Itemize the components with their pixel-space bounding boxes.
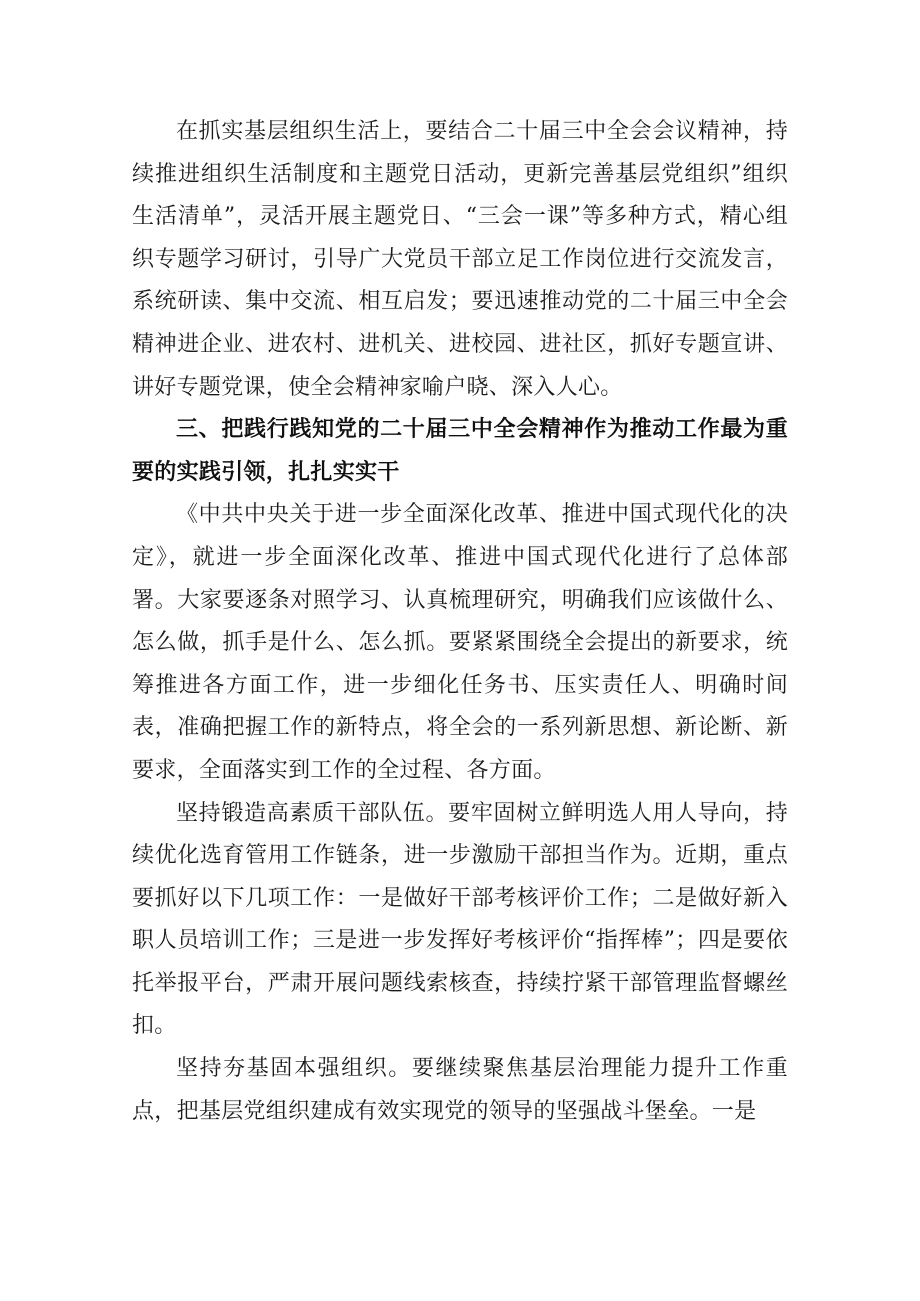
paragraph-strengthen-organization: 坚持夯基固本强组织。要继续聚焦基层治理能力提升工作重点，把基层党组织建成有效实现党的领导的坚强战斗堡垒。一是 [132, 1056, 788, 1124]
paragraph-cadre-team: 坚持锻造高素质干部队伍。要牢固树立鲜明选人用人导向，持续优化选育管用工作链条，进一步激励干部担当作为。近期，重点要抓好以下几项工作：一是做好干部考核评价工作；二是做好新入职人员培训工作；三是进一步发挥好考核评价“指挥棒”；四是要依托举报平台，严肃开展问题线索核查，持续拧紧干部管理监督螺丝扣。 [132, 800, 788, 1039]
section-heading-three: 三、把践行践知党的二十届三中全会精神作为推动工作最为重要的实践引领，扎扎实实干 [132, 417, 788, 485]
document-body [132, 111, 788, 1133]
paragraph-organization-life: 在抓实基层组织生活上，要结合二十届三中全会会议精神，持续推进组织生活制度和主题党日活动，更新完善基层党组织”组织生活清单”，灵活开展主题党日、“三会一课”等多种方式，精心组织专题学习研讨，引导广大党员干部立足工作岗位进行交流发言，系统研读、集中交流、相互启发；要迅速推动党的二十届三中全会精神进企业、进农村、进机关、进校园、进社区，抓好专题宣讲、讲好专题党课，使全会精神家喻户晓、深入人心。 [132, 119, 788, 400]
paragraph-decision-deployment: 《中共中央关于进一步全面深化改革、推进中国式现代化的决定》，就进一步全面深化改革、推进中国式现代化进行了总体部署。大家要逐条对照学习、认真梳理研究，明确我们应该做什么、怎么做，抓手是什么、怎么抓。要紧紧围绕全会提出的新要求，统筹推进各方面工作，进一步细化任务书、压实责任人、明确时间表，准确把握工作的新特点，将全会的一系列新思想、新论断、新要求，全面落实到工作的全过程、各方面。 [132, 502, 788, 783]
